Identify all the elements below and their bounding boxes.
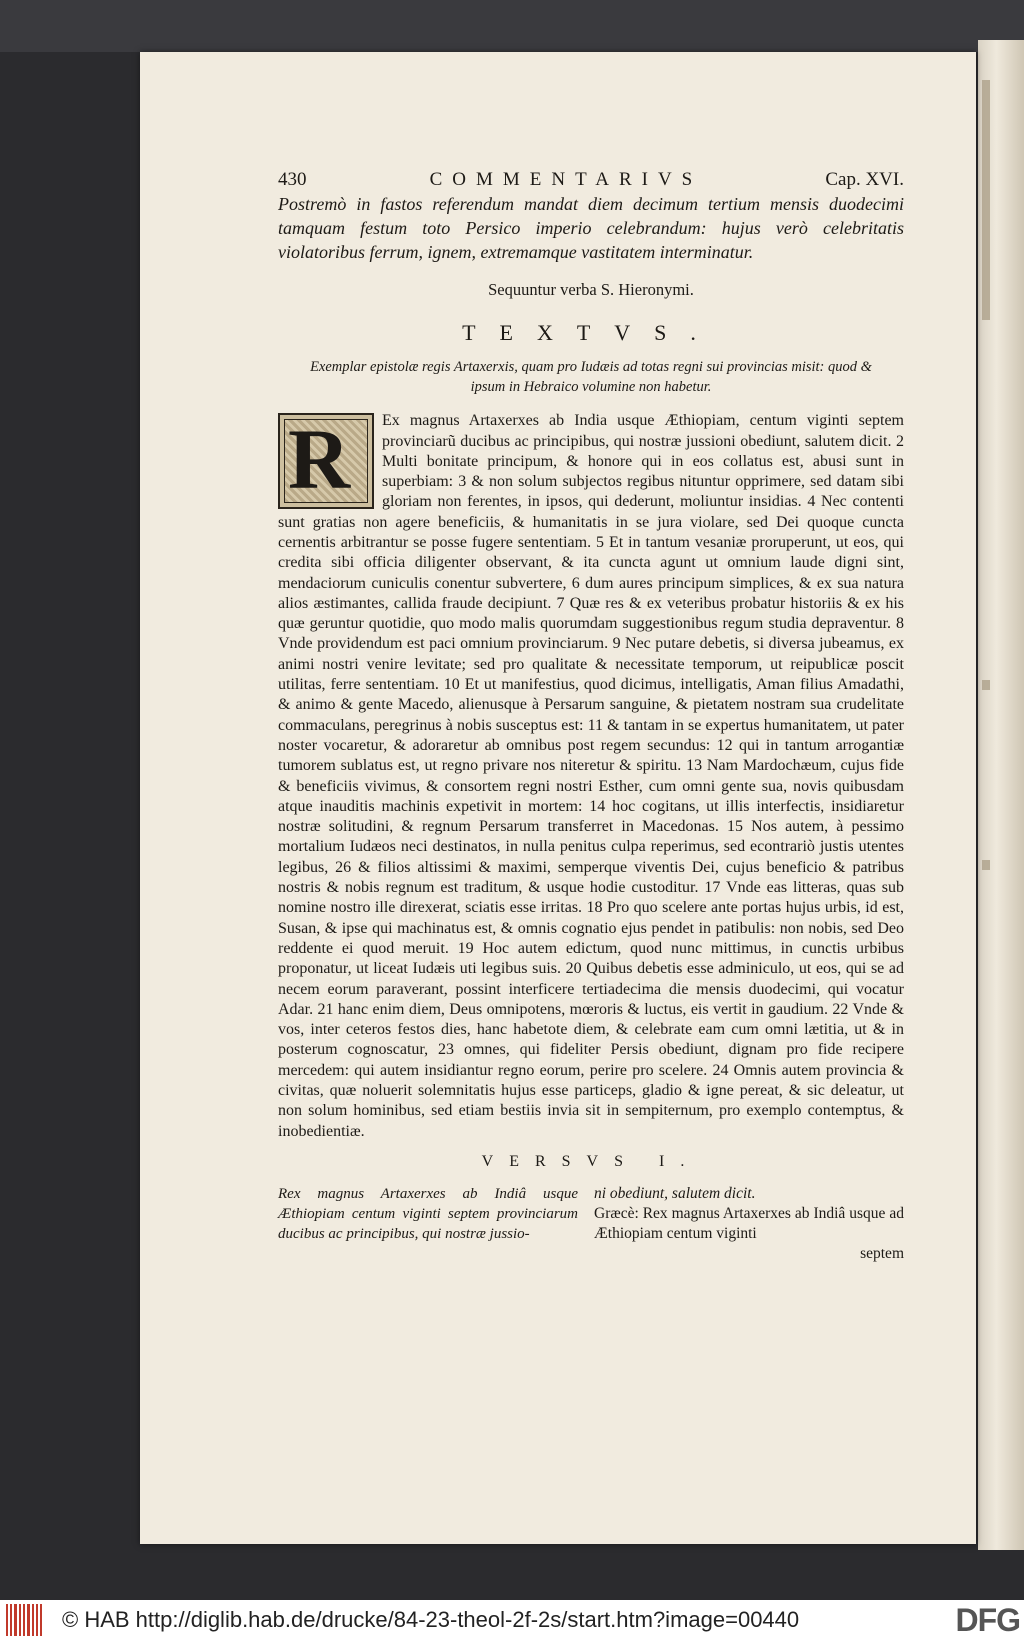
initial-letter: R xyxy=(288,411,351,508)
next-page-edge xyxy=(978,40,1024,1550)
dfg-logo: DFG xyxy=(955,1602,1020,1638)
main-text-body: Ex magnus Artaxerxes ab India usque Æthiopiam, centum viginti septem provinciarũ ducibus ac principibus, qui nostræ jussioni obediunt, salutem dicit. 2 Multi bonitate principum, & honore qui in eos collatus est, abusi sunt in superbiam: 3 & non solum subjectos regibus nituntur opprimere, sed datam sibi gloriam non ferentes, in ipsos, qui dederunt, moliuntur insidias. 4 Nec contenti sunt gratias non agere beneficiis, & humanitatis in se jura violare, sed Dei quoque cuncta cernentis arbitrantur se posse fugere sententiam. 5 Et in tantum vesaniæ proruperunt, ut eos, qui credita sibi officia diligenter observant, & ita cuncta agunt ut omnium laude digni sint, mendaciorum cuniculis conentur subvertere, 6 dum aures principum simplices, & ex sua natura alios æstimantes, callida fraude decipiunt. 7 Quæ res & ex veteribus probatur historiis & ex his quæ geruntur quotidie, quo modo malis quorumdam suggestionibus regum studia depraventur. 8 Vnde providendum est paci omnium provinciarum. 9 Nec putare debetis, si diversa jubeamus, ex animi nostri venire levitate; sed pro qualitate & necessitate temporum, ut reipublicæ poscit utilitas, ferre sententiam. 10 Et ut manifestius, quod dicimus, intelligatis, Aman filius Amadathi, & animo & gente Macedo, alienusque à Persarum sanguine, & pietatem nostram sua crudelitate commaculans, peregrinus à nobis susceptus est: 11 & tantam in se expertus humanitatem, ut pater noster vocaretur, & adoraretur ab omnibus post regem secundus: 12 qui in tantum arrogantiæ tumorem sublatus est, ut regno privare nos niteretur & spiritu. 13 Nam Mardochæum, cujus fide & beneficiis vivimus, & consortem regni nostri Esther, cum omni gente sua, novis quibusdam atque inauditis machinis expetivit in mortem: 14 hoc cogitans, ut illis interfectis, insidiaretur nostræ solitudini, & regnum Persarum transferret in Macedonas. 15 Nos autem, à pessimo mortalium Iudæos neci destinatos, in nulla penitus culpa reperimus, sed econtrariò justis utentes legibus, 26 & filios altissimi & maximi, semperque viventis Dei, cujus beneficio & patribus nostris & nobis regnum est traditum, & usque hodie custoditur. 17 Vnde eas litteras, quas sub nomine nostro ille direxerat, sciatis esse irritas. 18 Pro quo scelere ante portas hujus urbis, id est, Susan, & ipse qui machinatus est, & omnis cognatio ejus pendet in patibulis: non nobis, sed Deo reddente ei quod meruit. 19 Hoc autem edictum, quod nunc mittimus, in cunctis urbibus proponatur, ut liceat Iudæis uti legibus suis. 20 Quibus debetis esse adminiculo, ut eos, qui se ad necem eorum paraverant, possint interficere tertiadecima die mensis duodecimi, qui vocatur Adar. 21 hanc enim diem, Deus omnipotens, mœroris & luctus, eis vertit in gaudium. 22 Vnde & vos, inter ceteros festos dies, hanc habetote diem, & celebrate eam cum omni lætitia, ut & in posterum cognoscatur, 23 omnes, qui fideliter Persis obediunt, dignam pro fide recipere mercedem: qui autem insidiantur regno eorum, perire pro scelere. 24 Omnis autem provincia & civitas, quæ noluerit solemnitatis hujus esse particeps, gladio & igne pereat, & sic deleatur, ut non solum hominibus, sed etiam bestiis invia sit in sempiternum, pro exemplo contemptus, & inobedientiæ. xyxy=(278,412,904,1140)
verse-text-left: Rex magnus Artaxerxes ab Indiâ usque Æthiopiam centum viginti septem provinciarum ducibus ac principibus, qui nostræ jussio- xyxy=(278,1186,578,1243)
commentary-text: Græcè: Rex magnus Artaxerxes ab Indiâ usque ad Æthiopiam centum viginti xyxy=(594,1205,904,1243)
page-content xyxy=(278,170,904,1264)
verse-continuation: ni obediunt, salutem dicit. xyxy=(594,1185,756,1203)
verse-heading: VERSVS I. xyxy=(481,1152,701,1170)
running-title: COMMENTARIVS xyxy=(429,169,703,190)
footer-bar xyxy=(0,1600,1024,1640)
subheading: Sequuntur verba S. Hieronymi. xyxy=(488,280,694,300)
running-head xyxy=(278,170,904,190)
chapter-label: Cap. XVI. xyxy=(825,169,904,190)
background-top xyxy=(0,0,1024,52)
barcode-icon xyxy=(6,1604,54,1636)
main-text xyxy=(278,411,904,1142)
commentary-columns xyxy=(278,1184,904,1264)
decorated-initial xyxy=(278,413,374,509)
intro-paragraph: Postremò in fastos referendum mandat diem decimum tertium mensis duodecimi tamquam festum toto Persico imperio celebrandum: hujus verò celebritatis violatoribus ferrum, ignem, extremamque vastitatem interminatur. xyxy=(278,194,904,263)
page-number: 430 xyxy=(278,169,307,190)
epistle-title: Exemplar epistolæ regis Artaxerxis, quam pro Iudæis ad totas regni sui provincias misit: quod & ipsum in Hebraico volumine non habetur. xyxy=(310,359,872,396)
footer-link[interactable]: © HAB http://diglib.hab.de/drucke/84-23-theol-2f-2s/start.htm?image=00440 xyxy=(62,1607,800,1632)
catchword: septem xyxy=(860,1245,904,1263)
verse-text-right xyxy=(594,1184,904,1264)
section-heading: TEXTVS. xyxy=(462,319,720,345)
